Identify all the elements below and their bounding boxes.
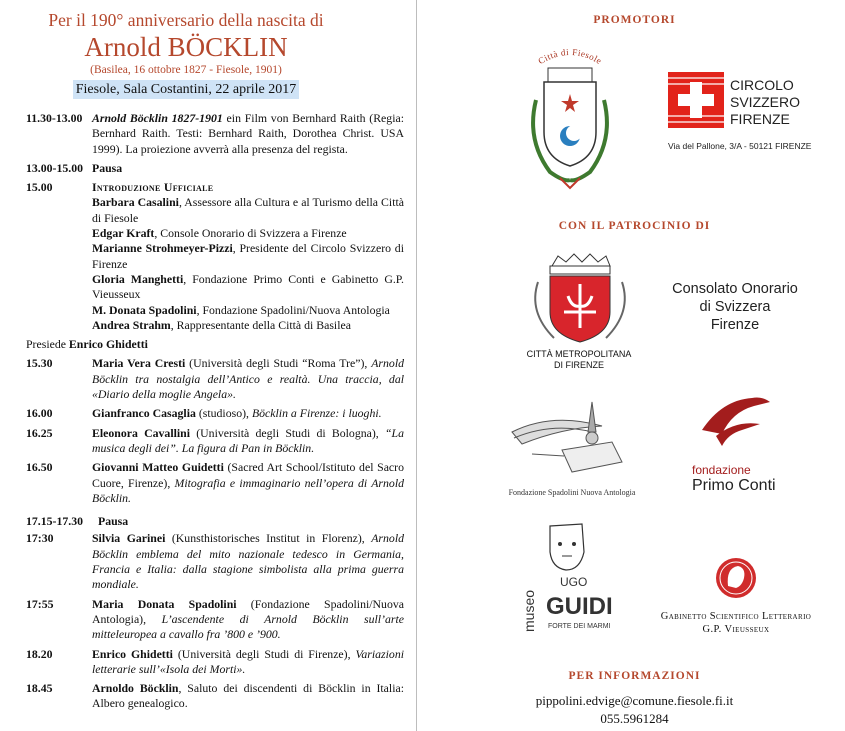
program-time: 15.00 [26,180,53,195]
speaker-name: Marianne Strohmeyer-Pizzi [92,241,233,256]
chair-line: Presiede Enrico Ghidetti [26,337,148,352]
vieusseux-line-1: Gabinetto Scientifico Letterario [660,611,812,622]
speaker-name: Arnoldo Böcklin [92,681,179,696]
consolato-logo: Consolato Onorario di Svizzera Firenze [672,281,798,333]
svg-text:Città di Fiesole [536,47,603,66]
circolo-line-2: SVIZZERO [730,94,801,110]
speaker-name: M. Donata Spadolini [92,302,197,317]
metro-line-1: CITTÀ METROPOLITANA [526,349,632,359]
fondazione-primo-conti-logo [692,390,802,500]
contact-phone: 055.5961284 [600,711,669,726]
speaker-role: , Fondazione Primo Conti e Gabinetto G.P. Vieusseux [92,271,405,302]
chair-name: Enrico Ghidetti [68,337,148,352]
anniversary-line: Per il 190° anniversario della nascita di [48,10,324,30]
conti-line-1: fondazione [692,463,751,477]
program-time: 16.25 [26,425,53,440]
speaker-role: , Presidente del Circolo Svizzero di Firenze [92,241,404,271]
talk-title: Arnold Böcklin tra nostalgia dell’Antico e realtà. Una traccia, dal «Diario della moglie Angela». [92,356,404,402]
speaker-name: Eleonora Cavallini [92,425,190,440]
spadolini-caption: Fondazione Spadolini Nuova Antologia [508,488,636,497]
program-time: 18.20 [26,646,53,661]
program-item [26,111,404,157]
speaker-name: Enrico Ghidetti [92,646,173,661]
artist-name: Arnold BÖCKLIN [84,32,288,62]
circolo-svizzero-logo [668,72,812,151]
guidi-sub-text: FORTE DEI MARMI [548,623,611,630]
program-time: 17.15-17.30 [26,514,84,529]
talk-title: Böcklin a Firenze: i luoghi. [251,406,382,421]
speaker-role: , Console Onorario di Svizzera a Firenze [154,226,347,241]
fiesole-crest-logo [520,40,620,195]
venue-date: Fiesole, Sala Costantini, 22 aprile 2017 [73,80,299,99]
talk-title: L’ascendente di Arnold Böcklin sull’arte mitteleuropea a cavallo fra ’800 e ’900. [92,611,404,642]
program-column [26,10,404,716]
talk-item [26,406,404,421]
affiliation: (Kunsthistorisches Institut in Florenz), [165,531,372,546]
artist-dates: (Basilea, 16 ottobre 1827 - Fiesole, 1901) [90,64,282,76]
talk-item [26,426,404,457]
patronage-heading: CON IL PATROCINIO DI [558,220,711,232]
affiliation: (Fondazione Spadolini/Nuova Antologia), [92,596,404,626]
fiesole-arc-text: Città di Fiesole [536,46,604,67]
info-heading: PER INFORMAZIONI [568,670,701,682]
affiliation: , Saluto dei discendenti di Böcklin in Italia: Albero genealogico. [92,681,404,711]
program-list [26,111,404,712]
circolo-address: Via del Pallone, 3/A - 50121 FIRENZE [668,141,812,151]
promoters-heading: PROMOTORI [593,14,676,26]
program-item [26,180,404,333]
speaker-name: Maria Vera Cresti [92,356,186,371]
program-time: 11.30-13.00 [26,111,83,125]
speaker-name: Gianfranco Casaglia [92,406,196,421]
speaker-name: Andrea Strahm [92,317,171,332]
vieusseux-logo [646,556,826,636]
talk-item [26,681,404,712]
program-time: 15.30 [26,356,53,371]
speaker-name: Edgar Kraft [92,226,155,241]
affiliation: (Università degli Studi di Bologna), [190,425,385,440]
guidi-name-text: GUIDI [546,593,613,620]
affiliation: (Sacred Art School/Istituto del Sacro Cuore, Firenze), [92,460,404,490]
talk-item [26,597,404,643]
speaker-name: Maria Donata Spadolini [92,596,237,611]
circolo-line-3: FIRENZE [730,111,790,127]
circolo-line-1: CIRCOLO [730,77,794,93]
talk-item [26,531,404,592]
museo-ugo-guidi-logo [520,522,630,642]
pause-label: Pausa [98,514,129,529]
program-time: 13.00-15.00 [26,160,84,175]
film-description: ein Film von Bernhard Raith (Regia: Bernhard Raith. Testi: Bernhard Raith, Dorothea Christ. USA 1999). La proiezione avverrà alla presenza del regista. [92,111,404,156]
program-item [26,514,404,529]
speaker-name: Silvia Garinei [92,531,166,546]
speaker-name: Gloria Manghetti [92,271,184,286]
pause-label: Pausa [92,160,123,175]
film-title: Arnold Böcklin 1827-1901 [92,111,223,125]
program-item [26,161,404,176]
speaker-role: , Assessore alla Cultura e al Turismo della Città di Fiesole [92,195,404,225]
affiliation: (Università degli Studi “Roma Tre”), [185,356,372,371]
vieusseux-line-2: G.P. Vieusseux [702,624,770,635]
program-time: 16.00 [26,406,53,421]
contact-email[interactable]: pippolini.edvige@comune.fiesole.fi.it [535,693,734,708]
introduction-heading: Introduzione Ufficiale [92,180,214,195]
talk-title: Variazioni letterarie sull’«Isola dei Morti». [92,646,404,676]
speaker-role: , Fondazione Spadolini/Nuova Antologia [196,302,390,317]
talk-item [26,356,404,402]
sponsors-column [424,0,845,731]
speaker-role: , Rappresentante della Città di Basilea [170,317,351,332]
guidi-ugo-text: UGO [560,575,588,589]
talk-item [26,460,404,506]
metro-line-2: DI FIRENZE [553,360,604,370]
guidi-museo-text: museo [521,589,537,632]
talk-title: “La musica degli dei”. La figura di Pan in Böcklin. [92,425,404,455]
program-time: 18.45 [26,681,53,696]
speaker-name: Barbara Casalini [92,195,179,210]
column-divider [416,0,417,731]
program-time: 17:30 [26,531,54,546]
citta-metropolitana-logo [524,252,634,377]
talk-item [26,647,404,678]
affiliation: (studioso), [195,406,252,421]
program-time: 16.50 [26,460,53,475]
fondazione-spadolini-logo [492,392,652,497]
talk-title: Mitografia e immaginario nell’opera di Arnold Böcklin. [92,475,404,505]
program-time: 17:55 [26,596,54,611]
affiliation: (Università degli Studi di Firenze), [172,646,356,661]
speaker-name: Giovanni Matteo Guidetti [92,460,224,475]
conti-line-2: Primo Conti [692,477,776,494]
talk-title: Arnold Böcklin emblema del mito nazionale tedesco in Germania, Francia e Italia: dalla stagione simbolista alla prima guerra mondiale. [92,531,404,592]
